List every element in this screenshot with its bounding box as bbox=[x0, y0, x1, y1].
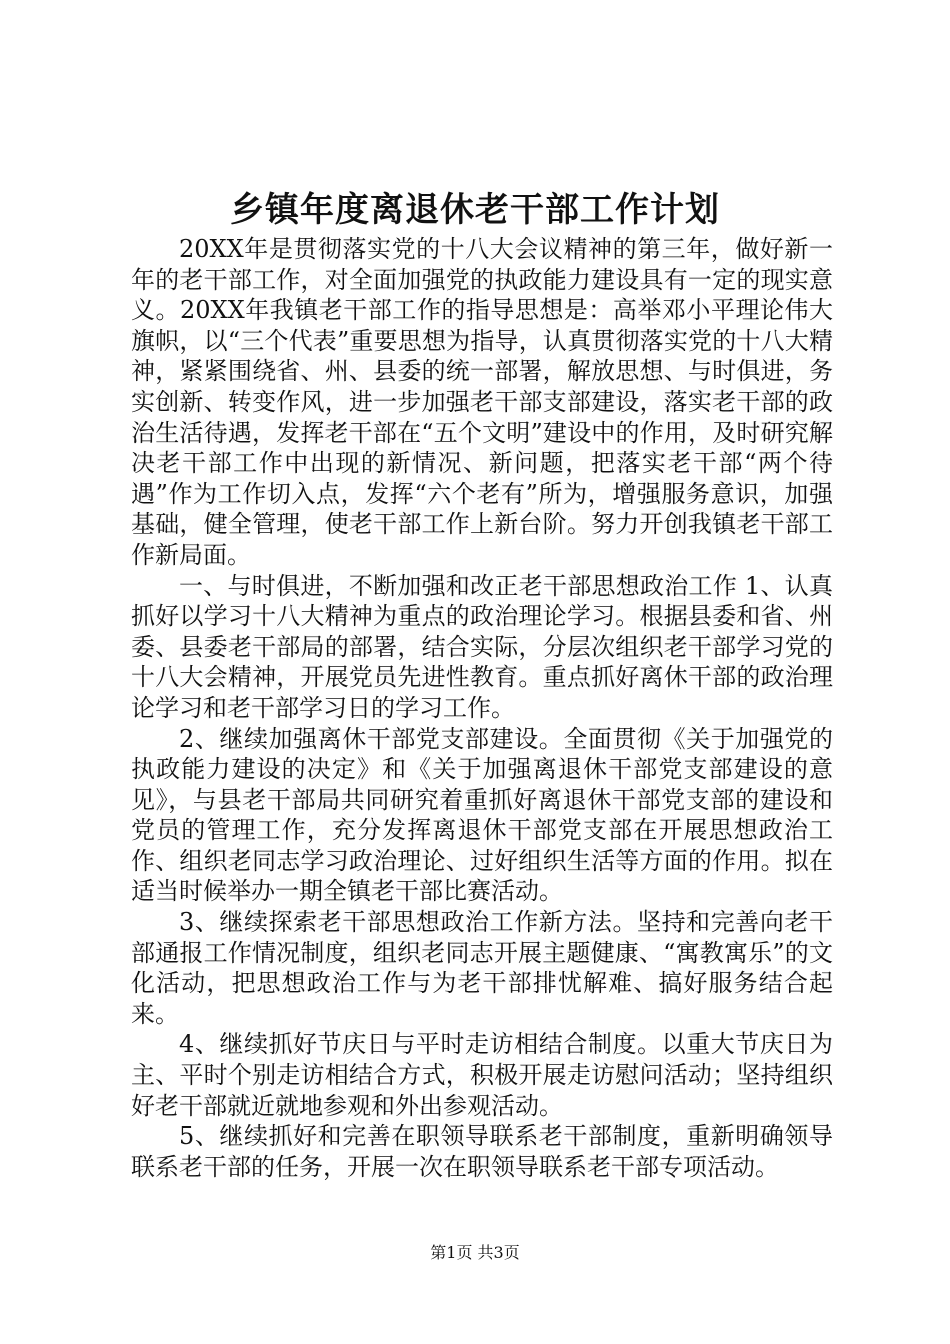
page-number-footer: 第1页 共3页 bbox=[430, 1243, 520, 1262]
paragraph-section-1: 一、与时俱进，不断加强和改正老干部思想政治工作 1、认真抓好以学习十八大精神为重点的政治理论学习。根据县委和省、州委、县委老干部局的部署，结合实际，分层次组织老干部学习党的十八大会精神，开展党员先进性教育。重点抓好离休干部的政治理论学习和老干部学习日的学习工作。 bbox=[131, 571, 833, 722]
document-title: 乡镇年度离退休老干部工作计划 bbox=[230, 190, 720, 230]
paragraph-intro: 20XX年是贯彻落实党的十八大会议精神的第三年，做好新一年的老干部工作，对全面加强党的执政能力建设具有一定的现实意义。20XX年我镇老干部工作的指导思想是：高举邓小平理论伟大旗帜，以“三个代表”重要思想为指导，认真贯彻落实党的十八大精神，紧紧围绕省、州、县委的统一部署，解放思想、与时俱进，务实创新、转变作风，进一步加强老干部支部建设，落实老干部的政治生活待遇，发挥老干部在“五个文明”建设中的作用，及时研究解决老干部工作中出现的新情况、新问题，把落实老干部“两个待遇”作为工作切入点，发挥“六个老有”所为，增强服务意识，加强基础，健全管理，使老干部工作上新台阶。努力开创我镇老干部工作新局面。 bbox=[131, 235, 833, 569]
paragraph-item-2: 2、继续加强离休干部党支部建设。全面贯彻《关于加强党的执政能力建设的决定》和《关于加强离退休干部党支部建设的意见》，与县老干部局共同研究着重抓好离退休干部党支部的建设和党员的管理工作，充分发挥离退休干部党支部在开展思想政治工作、组织老同志学习政治理论、过好组织生活等方面的作用。拟在适当时候举办一期全镇老干部比赛活动。 bbox=[131, 724, 833, 906]
paragraph-item-3: 3、继续探索老干部思想政治工作新方法。坚持和完善向老干部通报工作情况制度，组织老同志开展主题健康、“寓教寓乐”的文化活动，把思想政治工作与为老干部排忧解难、搞好服务结合起来。 bbox=[131, 908, 833, 1028]
document-body bbox=[131, 234, 833, 1182]
paragraph-item-4: 4、继续抓好节庆日与平时走访相结合制度。以重大节庆日为主、平时个别走访相结合方式，积极开展走访慰问活动；坚持组织好老干部就近就地参观和外出参观活动。 bbox=[131, 1030, 833, 1120]
paragraph-item-5: 5、继续抓好和完善在职领导联系老干部制度，重新明确领导联系老干部的任务，开展一次在职领导联系老干部专项活动。 bbox=[131, 1122, 833, 1181]
